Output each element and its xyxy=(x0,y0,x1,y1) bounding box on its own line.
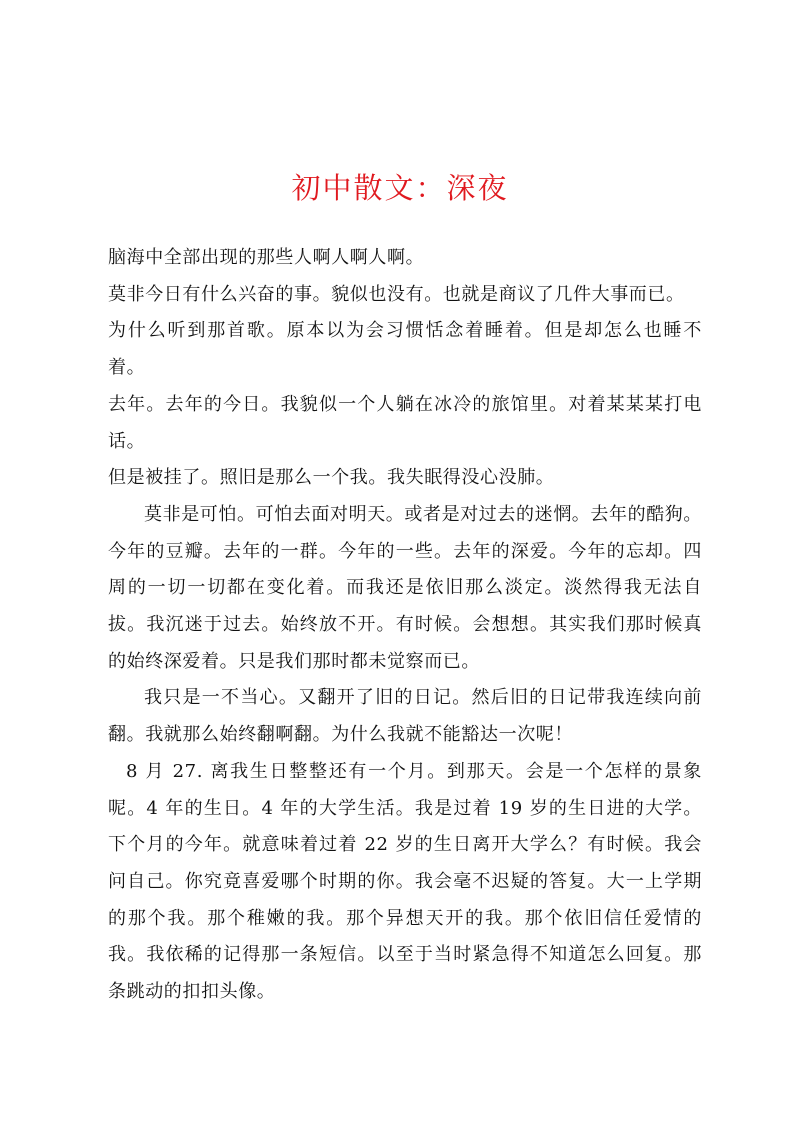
paragraph: 去年。去年的今日。我貌似一个人躺在冰冷的旅馆里。对着某某某打电话。 xyxy=(108,393,702,452)
document-body xyxy=(108,240,702,1011)
paragraph: 8 月 27. 离我生日整整还有一个月。到那天。会是一个怎样的景象呢。4 年的生日。4 年的大学生活。我是过着 19 岁的生日进的大学。下个月的今年。就意味着过着 22 岁的生日离开大学么？有时候。我会问自己。你究竟喜爱哪个时期的你。我会毫不迟疑的答复。大一上学期的那个我。那个稚嫩的我。那个异想天开的我。那个依旧信任爱情的我。我依稀的记得那一条短信。以至于当时紧急得不知道怎么回复。那条跳动的扣扣头像。 xyxy=(108,760,702,1003)
document-title: 初中散文：深夜 xyxy=(291,171,509,205)
paragraph: 但是被挂了。照旧是那么一个我。我失眠得没心没肺。 xyxy=(108,467,555,489)
paragraph: 为什么听到那首歌。原本以为会习惯恬念着睡着。但是却怎么也睡不着。 xyxy=(108,320,702,379)
paragraph: 莫非是可怕。可怕去面对明天。或者是对过去的迷惘。去年的酷狗。今年的豆瓣。去年的一群。今年的一些。去年的深爱。今年的忘却。四周的一切一切都在变化着。而我还是依旧那么淡定。淡然得我无法自拔。我沉迷于过去。始终放不开。有时候。会想想。其实我们那时候真的始终深爱着。只是我们那时都未觉察而已。 xyxy=(108,503,702,672)
paragraph: 莫非今日有什么兴奋的事。貌似也没有。也就是商议了几件大事而已。 xyxy=(108,283,685,305)
paragraph: 脑海中全部出现的那些人啊人啊人啊。 xyxy=(108,247,425,268)
paragraph: 我只是一不当心。又翻开了旧的日记。然后旧的日记带我连续向前翻。我就那么始终翻啊翻。为什么我就不能豁达一次呢！ xyxy=(108,687,702,746)
